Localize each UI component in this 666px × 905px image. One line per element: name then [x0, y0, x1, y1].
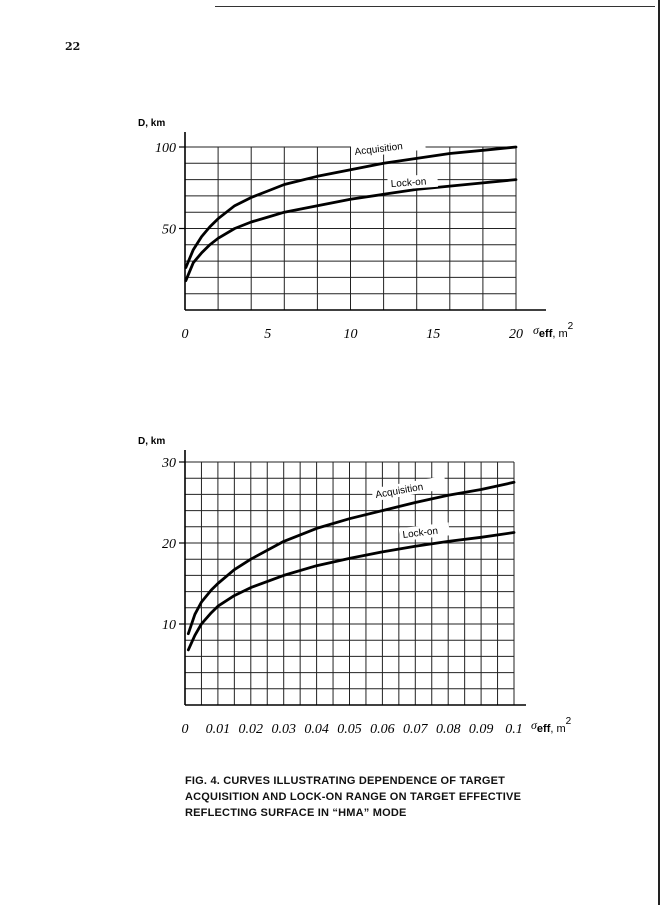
x-tick-label: 0.03 [271, 722, 296, 737]
x-tick-label: 0.04 [304, 722, 329, 737]
x-axis-label-symbol: σ [533, 323, 539, 337]
x-axis-label-subscript: eff [536, 723, 551, 735]
x-tick-label: 5 [264, 327, 272, 342]
x-tick-label: 0 [181, 327, 189, 342]
series-label-acquisition: Acquisition [354, 141, 404, 158]
caption-line: ACQUISITION AND LOCK-ON RANGE ON TARGET EFFECTIVE [185, 791, 522, 803]
x-tick-label: 10 [343, 327, 358, 342]
x-axis-label-symbol: σ [531, 718, 537, 732]
page-top-edge [215, 6, 655, 7]
chart-acquisition-range-small [0, 420, 666, 760]
caption-line: REFLECTING SURFACE IN “HMA” MODE [185, 807, 407, 819]
x-tick-label: 0.02 [238, 722, 264, 737]
y-tick-label: 50 [162, 222, 176, 238]
x-tick-label: 0.05 [337, 722, 362, 737]
y-axis-label: D, km [138, 118, 166, 129]
x-tick-label: 15 [426, 327, 441, 342]
grid [185, 462, 514, 705]
x-tick-label: 20 [509, 327, 523, 342]
x-axis-label-superscript: 2 [565, 716, 572, 727]
x-tick-label: 0.06 [370, 722, 395, 737]
x-tick-label: 0.09 [468, 722, 494, 737]
series-label-lock-on: Lock-on [390, 176, 427, 190]
x-tick-label: 0.07 [403, 722, 428, 737]
series-label-lock-on: Lock-on [402, 525, 439, 541]
y-tick-label: 30 [162, 456, 176, 471]
x-axis-label-unit: , m [550, 723, 566, 735]
chart-acquisition-range-large [0, 100, 666, 360]
figure-caption [185, 773, 605, 821]
x-axis-label [531, 716, 572, 735]
x-tick-label: 0 [181, 722, 189, 737]
x-axis-label-unit: , m [552, 328, 568, 340]
x-tick-label: 0.01 [205, 722, 231, 737]
y-tick-label: 10 [162, 618, 176, 633]
x-axis-label [533, 321, 574, 340]
series-label-acquisition: Acquisition [374, 481, 425, 501]
y-axis-label: D, km [138, 436, 166, 447]
caption-line: FIG. 4. CURVES ILLUSTRATING DEPENDENCE OF TARGET [185, 775, 506, 787]
page-number: 22 [65, 40, 81, 53]
x-axis-label-subscript: eff [538, 328, 553, 340]
x-tick-label: 0.1 [505, 722, 523, 737]
y-tick-label: 20 [162, 537, 176, 552]
x-axis-label-superscript: 2 [567, 321, 574, 332]
y-tick-label: 100 [155, 141, 176, 156]
x-tick-label: 0.08 [435, 722, 461, 737]
